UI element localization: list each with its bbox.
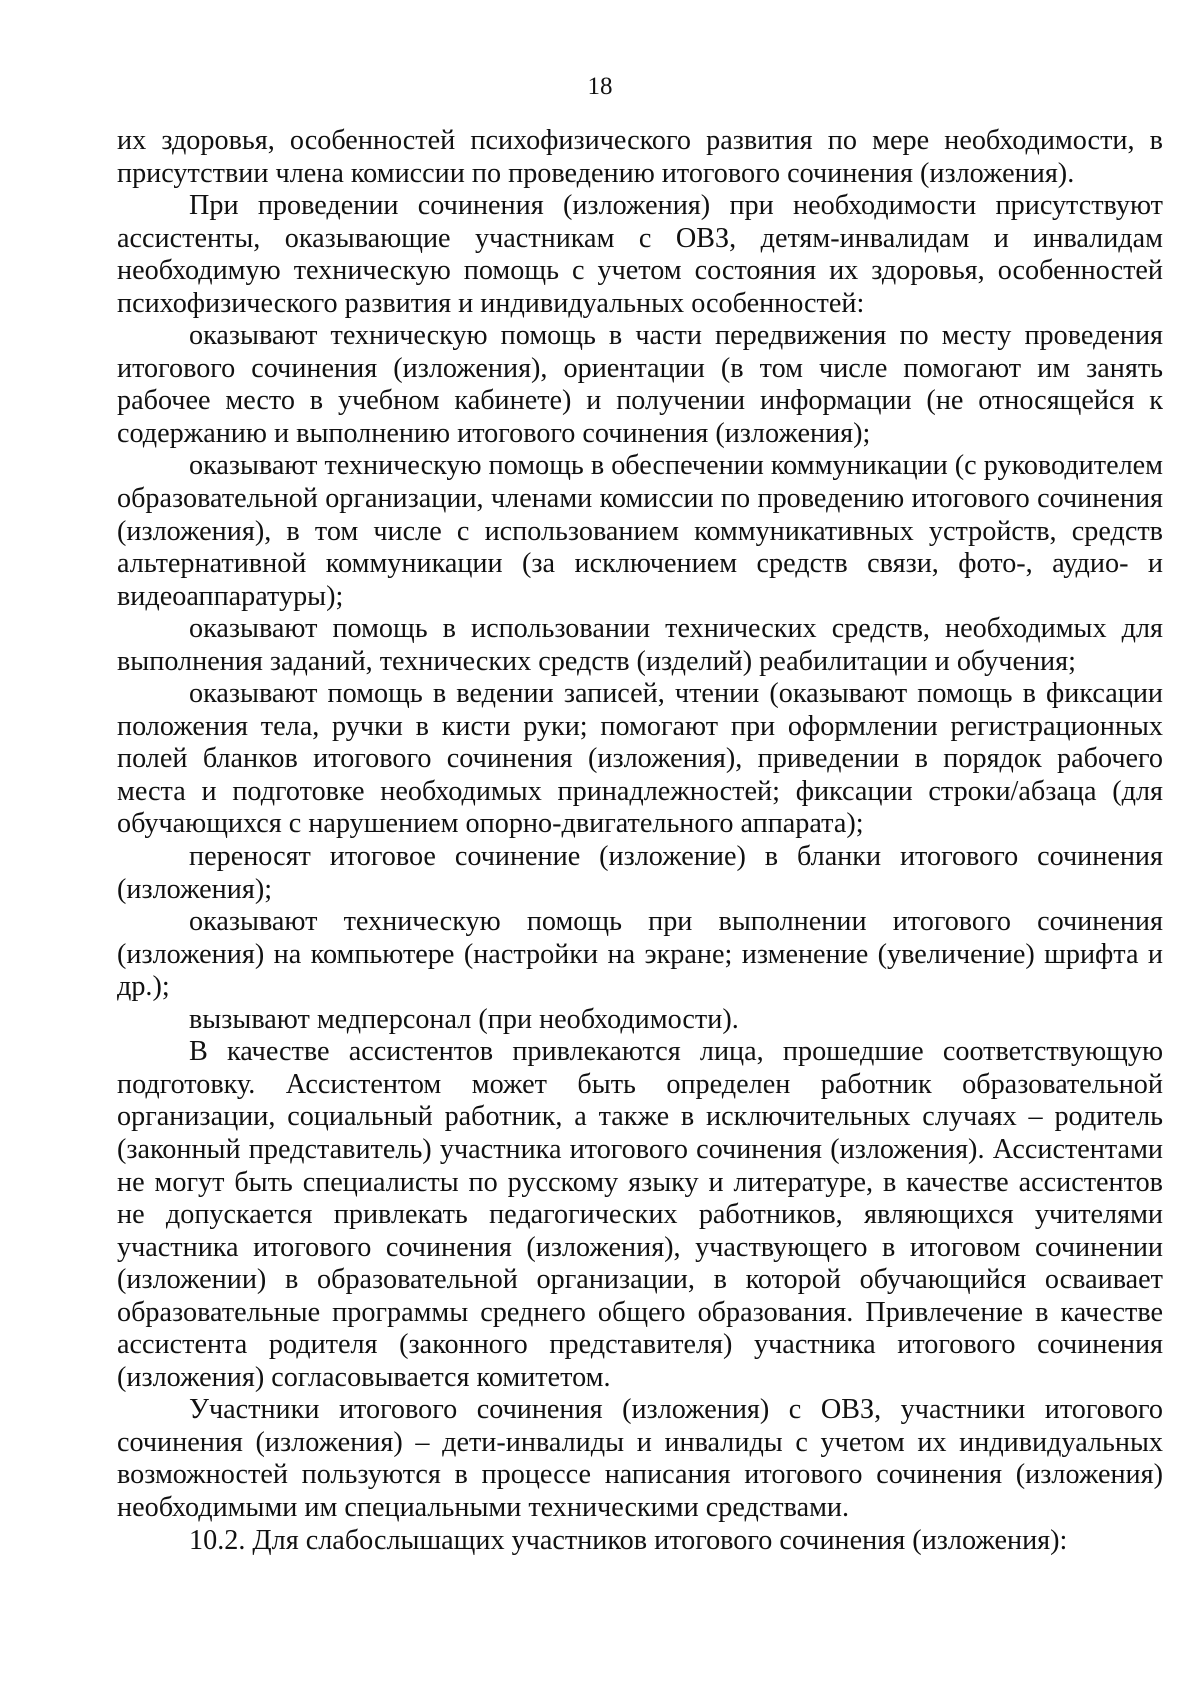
paragraph-transfer-to-forms: переносят итоговое сочинение (изложение) в бланки итогового сочинения (изложения); <box>117 841 1163 905</box>
paragraph-assistants-intro: При проведении сочинения (изложения) при необходимости присутствуют ассистенты, оказывающие участникам с ОВЗ, детям-инвалидам и инвалидам необходимую техническую помощь с учетом состояния их здоровья, особенностей психофизического развития и индивидуальных особенностей: <box>117 190 1163 319</box>
paragraph-special-equipment: Участники итогового сочинения (изложения) с ОВЗ, участники итогового сочинения (изложения) – дети-инвалиды и инвалиды с учетом их индивидуальных возможностей пользуются в процессе написания итогового сочинения (изложения) необходимыми им специальными техническими средствами. <box>117 1394 1163 1523</box>
paragraph-writing-help: оказывают помощь в ведении записей, чтении (оказывают помощь в фиксации положения тела, ручки в кисти руки; помогают при оформлении регистрационных полей бланков итогового сочинения (изложения), приведении в порядок рабочего места и подготовке необходимых принадлежностей; фиксации строки/абзаца (для обучающихся с нарушением опорно-двигательного аппарата); <box>117 678 1163 840</box>
paragraph-computer-help: оказывают техническую помощь при выполнении итогового сочинения (изложения) на компьютере (настройки на экране; изменение (увеличение) шрифта и др.); <box>117 906 1163 1003</box>
page-number: 18 <box>587 73 613 100</box>
paragraph-continuation: их здоровья, особенностей психофизического развития по мере необходимости, в присутствии члена комиссии по проведению итогового сочинения (изложения). <box>117 125 1163 189</box>
paragraph-communication-help: оказывают техническую помощь в обеспечении коммуникации (с руководителем образовательной организации, членами комиссии по проведению итогового сочинения (изложения), в том числе с использованием коммуникативных устройств, средств альтернативной коммуникации (за исключением средств связи, фото-, аудио- и видеоаппаратуры); <box>117 450 1163 612</box>
paragraph-medical-staff: вызывают медперсонал (при необходимости). <box>189 1003 739 1035</box>
paragraph-assistant-selection: В качестве ассистентов привлекаются лица, прошедшие соответствующую подготовку. Ассистентом может быть определен работник образовательной организации, социальный работник, а также в исключительных случаях – родитель (законный представитель) участника итогового сочинения (изложения). Ассистентами не могут быть специалисты по русскому языку и литературе, в качестве ассистентов не допускается привлекать педагогических работников, являющихся учителями участника итогового сочинения (изложения), участвующего в итоговом сочинении (изложении) в образовательной организации, в которой обучающийся осваивает образовательные программы среднего общего образования. Привлечение в качестве ассистента родителя (законного представителя) участника итогового сочинения (изложения) согласовывается комитетом. <box>117 1036 1163 1393</box>
paragraph-movement-help: оказывают техническую помощь в части передвижения по месту проведения итогового сочинения (изложения), ориентации (в том числе помогают им занять рабочее место в учебном кабинете) и получении информации (не относящейся к содержанию и выполнению итогового сочинения (изложения); <box>117 320 1163 449</box>
paragraph-technical-means-help: оказывают помощь в использовании технических средств, необходимых для выполнения заданий, технических средств (изделий) реабилитации и обучения; <box>117 613 1163 677</box>
document-body <box>117 125 1163 1557</box>
paragraph-section-10-2: 10.2. Для слабослышащих участников итогового сочинения (изложения): <box>189 1524 1068 1556</box>
